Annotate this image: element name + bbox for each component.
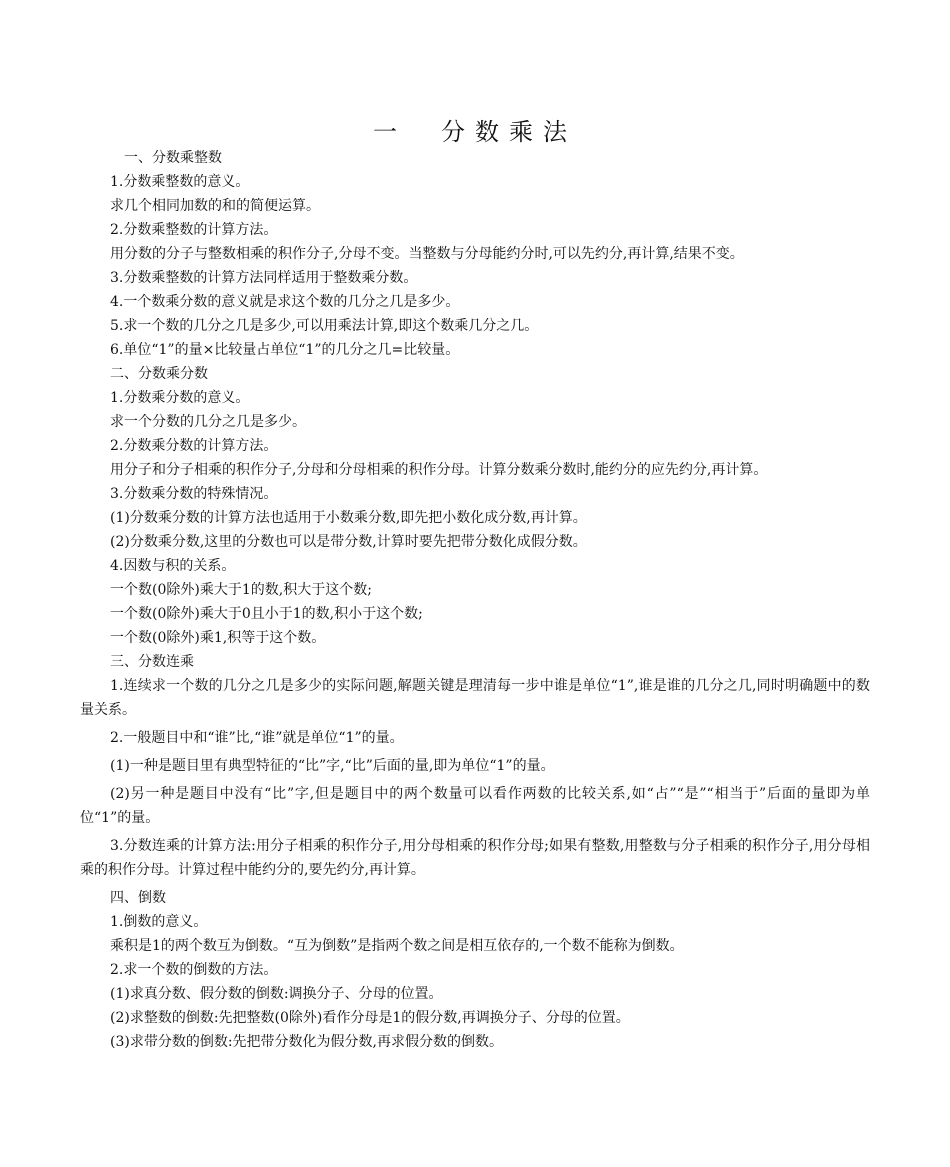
text-line: (2)分数乘分数,这里的分数也可以是带分数,计算时要先把带分数化成假分数。 (110, 534, 587, 550)
section-heading: 一、分数乘整数 (124, 150, 222, 166)
text-line: 2.分数乘整数的计算方法。 (110, 222, 278, 238)
text-line: 5.求一个数的几分之几是多少,可以用乘法计算,即这个数乘几分之几。 (110, 318, 539, 334)
text-line: 用分数的分子与整数相乘的积作分子,分母不变。当整数与分母能约分时,可以先约分,再计算,结果不变。 (110, 246, 744, 262)
text-line: (3)求带分数的倒数:先把带分数化为假分数,再求假分数的倒数。 (110, 1034, 503, 1050)
text-line: 2.分数乘分数的计算方法。 (110, 438, 278, 454)
section-heading: 三、分数连乘 (110, 654, 194, 670)
text-line: 1.分数乘分数的意义。 (110, 390, 250, 406)
text-line: 一个数(0除外)乘1,积等于这个数。 (110, 630, 326, 646)
text-line: 3.分数乘整数的计算方法同样适用于整数乘分数。 (110, 270, 418, 286)
paragraph: 3.分数连乘的计算方法:用分子相乘的积作分子,用分母相乘的积作分母;如果有整数,用整数与分子相乘的积作分子,用分母相乘的积作分母。计算过程中能约分的,要先约分,再计算。 (80, 838, 870, 878)
text-line: 6.单位“1”的量×比较量占单位“1”的几分之几=比较量。 (110, 342, 460, 358)
paragraph: (2)另一种是题目中没有“比”字,但是题目中的两个数量可以看作两数的比较关系,如“占”“是”“相当于”后面的量即为单位“1”的量。 (80, 786, 870, 826)
text-line: 求一个分数的几分之几是多少。 (110, 414, 306, 430)
text-line: 4.因数与积的关系。 (110, 558, 236, 574)
text-line: 1.倒数的意义。 (110, 914, 208, 930)
text-line: 2.求一个数的倒数的方法。 (110, 962, 278, 978)
text-line: 求几个相同加数的和的简便运算。 (110, 198, 320, 214)
text-line: 用分子和分子相乘的积作分子,分母和分母相乘的积作分母。计算分数乘分数时,能约分的应先约分,再计算。 (110, 462, 768, 478)
section-heading: 二、分数乘分数 (110, 366, 208, 382)
text-line: 乘积是1的两个数互为倒数。“互为倒数”是指两个数之间是相互依存的,一个数不能称为倒数。 (110, 938, 684, 954)
paragraph: 2.一般题目中和“谁”比,“谁”就是单位“1”的量。 (110, 730, 404, 746)
text-line: 一个数(0除外)乘大于1的数,积大于这个数; (110, 582, 372, 598)
text-line: (1)分数乘分数的计算方法也适用于小数乘分数,即先把小数化成分数,再计算。 (110, 510, 587, 526)
text-line: (2)求整数的倒数:先把整数(0除外)看作分母是1的假分数,再调换分子、分母的位置。 (110, 1010, 630, 1026)
text-line: 3.分数乘分数的特殊情况。 (110, 486, 278, 502)
document-body (80, 146, 870, 1054)
text-line: 1.分数乘整数的意义。 (110, 174, 250, 190)
page-title: 一 分数乘法 (373, 118, 577, 146)
section-heading: 四、倒数 (110, 890, 166, 906)
text-line: 4.一个数乘分数的意义就是求这个数的几分之几是多少。 (110, 294, 460, 310)
text-line: 一个数(0除外)乘大于0且小于1的数,积小于这个数; (110, 606, 423, 622)
text-line: (1)求真分数、假分数的倒数:调换分子、分母的位置。 (110, 986, 443, 1002)
paragraph: (1)一种是题目里有典型特征的“比”字,“比”后面的量,即为单位“1”的量。 (110, 758, 555, 774)
paragraph: 1.连续求一个数的几分之几是多少的实际问题,解题关键是理清每一步中谁是单位“1”,谁是谁的几分之几,同时明确题中的数量关系。 (80, 678, 870, 718)
